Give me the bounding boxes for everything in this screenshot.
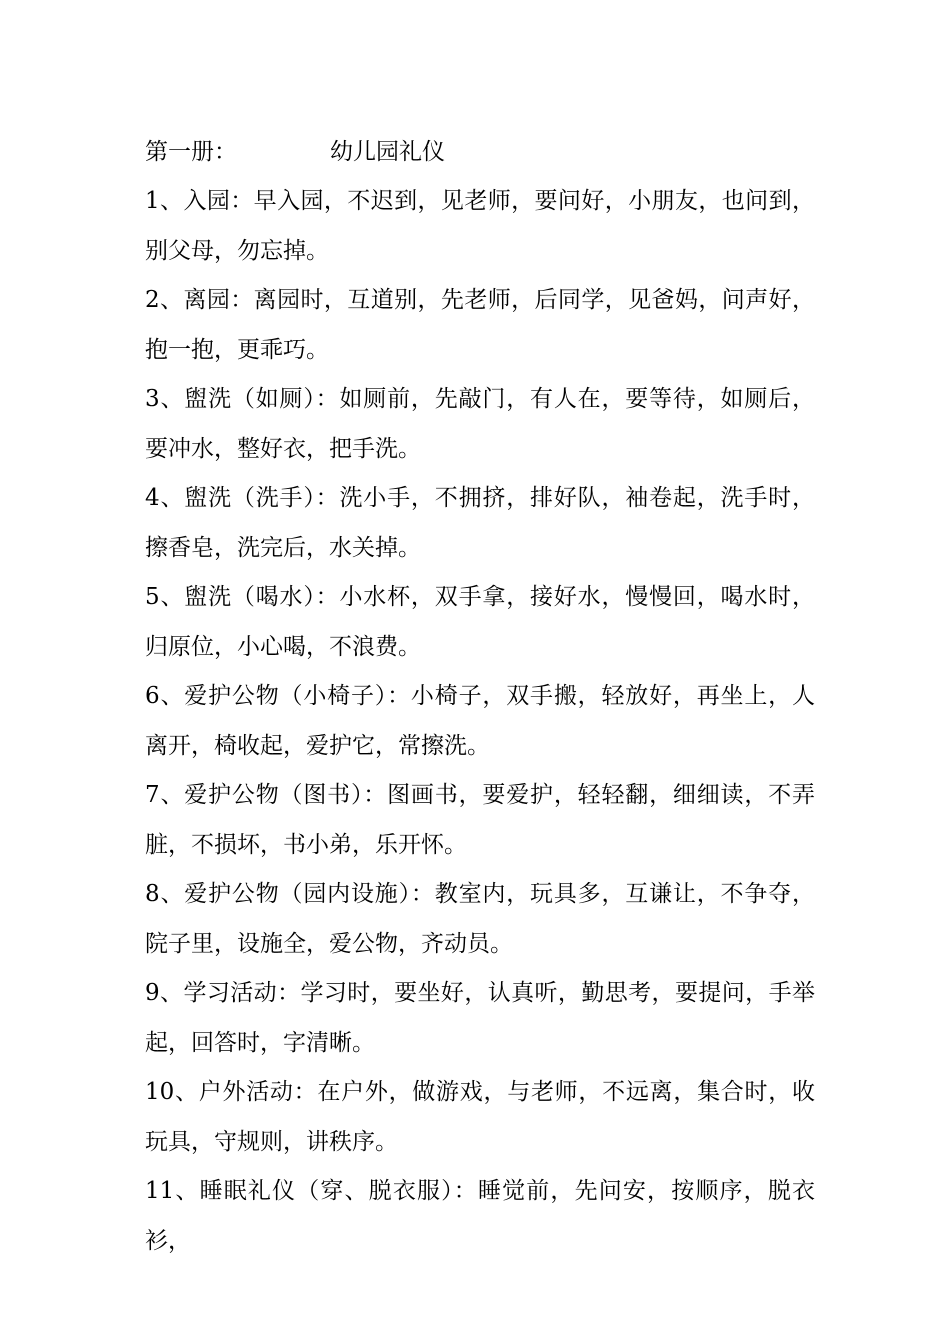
etiquette-item-drinking: 5、盥洗（喝水）：小水杯，双手拿，接好水，慢慢回，喝水时，归原位，小心喝，不浪费。 xyxy=(145,584,815,660)
etiquette-item-books: 7、爱护公物（图书）：图画书，要爱护，轻轻翻，细细读，不弄脏，不损坏，书小弟，乐开怀。 xyxy=(145,782,815,858)
volume-label: 第一册： xyxy=(145,139,237,165)
etiquette-item-arrival: 1、入园：早入园，不迟到，见老师，要问好，小朋友，也问到，别父母，勿忘掉。 xyxy=(145,188,815,264)
etiquette-item-departure: 2、离园：离园时，互道别，先老师，后同学，见爸妈，问声好，抱一抱，更乖巧。 xyxy=(145,287,815,363)
document-body xyxy=(145,128,815,1266)
etiquette-item-learning: 9、学习活动：学习时，要坐好，认真听，勤思考，要提问，手举起，回答时，字清晰。 xyxy=(145,980,815,1056)
etiquette-item-handwashing: 4、盥洗（洗手）：洗小手，不拥挤，排好队，袖卷起，洗手时，擦香皂，洗完后，水关掉。 xyxy=(145,485,815,561)
etiquette-item-sleep: 11、睡眠礼仪（穿、脱衣服）：睡觉前，先问安，按顺序，脱衣衫， xyxy=(145,1178,815,1254)
etiquette-item-outdoor: 10、户外活动：在户外，做游戏，与老师，不远离，集合时，收玩具，守规则，讲秩序。 xyxy=(145,1079,815,1155)
volume-heading xyxy=(145,128,815,177)
etiquette-item-toilet: 3、盥洗（如厕）：如厕前，先敲门，有人在，要等待，如厕后，要冲水，整好衣，把手洗。 xyxy=(145,386,815,462)
volume-title: 幼儿园礼仪 xyxy=(330,139,445,165)
etiquette-item-chairs: 6、爱护公物（小椅子）：小椅子，双手搬，轻放好，再坐上，人离开，椅收起，爱护它，常擦洗。 xyxy=(145,683,815,759)
etiquette-item-facilities: 8、爱护公物（园内设施）：教室内，玩具多，互谦让，不争夺，院子里，设施全，爱公物，齐动员。 xyxy=(145,881,815,957)
